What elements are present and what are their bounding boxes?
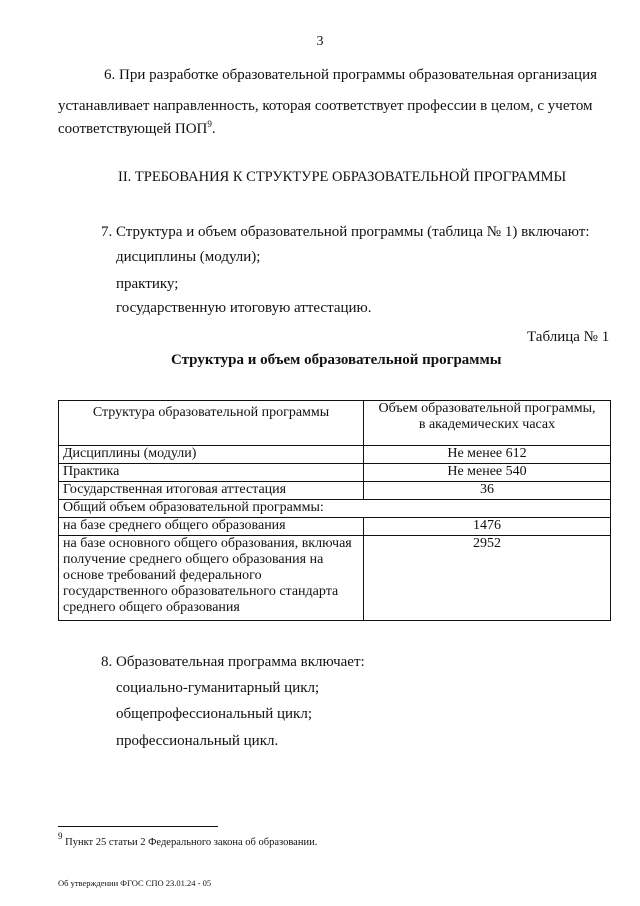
row-label: Государственная итоговая аттестация (59, 482, 364, 500)
footnote-separator (58, 826, 218, 827)
para8-line1: 8. Образовательная программа включает: (101, 654, 365, 670)
footnote-number: 9 (58, 831, 63, 841)
table-row (59, 518, 611, 536)
footnote-text: Пункт 25 статьи 2 Федерального закона об образовании. (62, 837, 318, 848)
table-header-row (59, 401, 611, 446)
page-footer: Об утверждении ФГОС СПО 23.01.24 - 05 (58, 878, 212, 888)
para7-line1: 7. Структура и объем образовательной программы (таблица № 1) включают: (101, 224, 590, 240)
para6-line2: устанавливает направленность, которая соответствует профессии в целом, с учетом (58, 98, 593, 114)
row-label: Дисциплины (модули) (59, 446, 364, 464)
list-item: профессиональный цикл. (116, 733, 279, 749)
table-header-structure: Структура образовательной программы (59, 401, 364, 446)
table-row (59, 500, 611, 518)
row-value: Не менее 540 (364, 464, 611, 482)
row-label: Практика (59, 464, 364, 482)
footnote (58, 833, 317, 852)
page-number: 3 (316, 34, 324, 49)
table-caption: Структура и объем образовательной программы (171, 352, 502, 368)
row-label-multiline: на базе основного общего образования, включая получение среднего общего образования на основе требований федерального государственного образовательного стандарта среднего общего образования (59, 536, 364, 621)
program-structure-table (58, 400, 611, 621)
list-item: социально-гуманитарный цикл; (116, 680, 320, 696)
table-label: Таблица № 1 (527, 329, 610, 345)
row-value: Не менее 612 (364, 446, 611, 464)
row-value: 2952 (364, 536, 611, 621)
row-value: 36 (364, 482, 611, 500)
row-value: 1476 (364, 518, 611, 536)
row-label: Общий объем образовательной программы: (59, 500, 611, 518)
list-item: дисциплины (модули); (116, 249, 261, 265)
table-row (59, 464, 611, 482)
table-row (59, 536, 611, 621)
footnote-ref: 9 (207, 119, 212, 129)
list-item: общепрофессиональный цикл; (116, 706, 312, 722)
para6-line3: соответствующей ПОП$^9$. (58, 119, 216, 137)
para6-line1: 6. При разработке образовательной программы образовательная организация (104, 67, 597, 83)
row-label: на базе среднего общего образования (59, 518, 364, 536)
table-header-volume: Объем образовательной программы, в академических часах (364, 401, 611, 446)
table-row (59, 446, 611, 464)
list-item: государственную итоговую аттестацию. (116, 300, 372, 316)
section-heading: II. ТРЕБОВАНИЯ К СТРУКТУРЕ ОБРАЗОВАТЕЛЬНОЙ ПРОГРАММЫ (118, 169, 567, 185)
list-item: практику; (116, 276, 179, 292)
table-row (59, 482, 611, 500)
